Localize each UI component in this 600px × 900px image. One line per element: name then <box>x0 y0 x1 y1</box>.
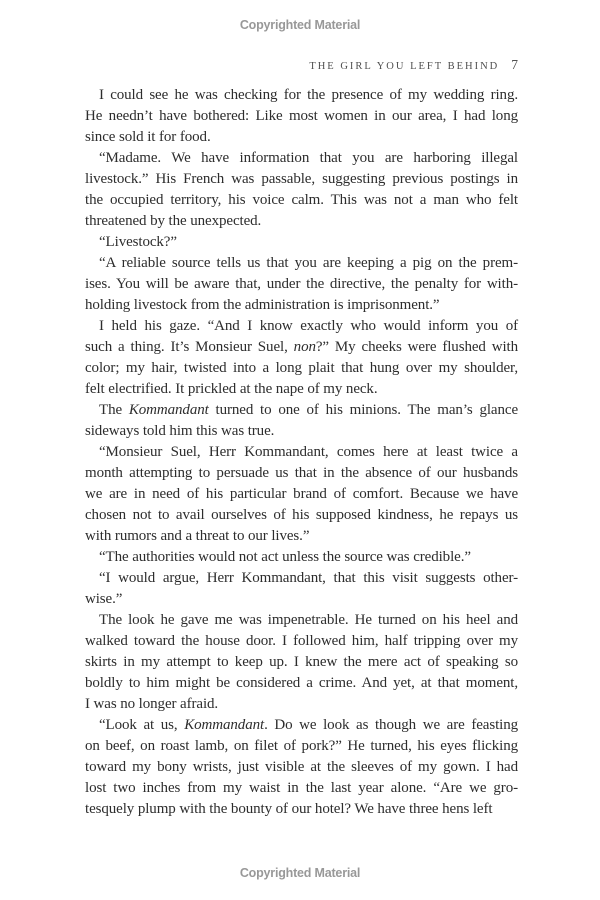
text-segment: livestock.” His French was passable, suggesting previous postings in <box>85 171 518 187</box>
text-segment: turned to one of his minions. The man’s glance <box>208 402 518 418</box>
text-line <box>85 673 518 694</box>
text-line <box>85 232 518 253</box>
text-line <box>85 85 518 106</box>
text-line <box>85 631 518 652</box>
paragraph <box>85 253 518 316</box>
text-segment: “Livestock?” <box>99 234 177 250</box>
text-segment: color; my hair, twisted into a long plait that hung over my shoulder, <box>85 360 518 376</box>
text-segment: holding livestock from the administration is imprisonment.” <box>85 297 440 313</box>
text-line <box>85 169 518 190</box>
text-line <box>85 337 518 358</box>
text-segment: on beef, on roast lamb, on filet of pork?” He turned, his eyes flicking <box>85 738 518 754</box>
text-line <box>85 106 518 127</box>
text-line <box>85 715 518 736</box>
text-segment: The look he gave me was impenetrable. He turned on his heel and <box>99 612 518 628</box>
text-segment: ?” My cheeks were flushed with <box>315 339 519 355</box>
text-segment: chosen not to avail ourselves of his supposed kindness, he repays us <box>85 507 518 523</box>
text-line <box>85 484 518 505</box>
text-segment: walked toward the house door. I followed him, half tripping over my <box>85 633 518 649</box>
text-line <box>85 568 518 589</box>
text-line <box>85 799 518 820</box>
text-segment: “Madame. We have information that you are harboring illegal <box>99 150 518 166</box>
paragraph <box>85 547 518 568</box>
text-line <box>85 316 518 337</box>
text-line <box>85 463 518 484</box>
text-segment: such a thing. It’s Monsieur Suel, <box>85 339 294 355</box>
text-segment: ises. You will be aware that, under the directive, the penalty for with- <box>85 276 518 292</box>
text-segment: sideways told him this was true. <box>85 423 275 439</box>
text-line <box>85 190 518 211</box>
text-line <box>85 610 518 631</box>
text-line <box>85 274 518 295</box>
text-segment: threatened by the unexpected. <box>85 213 262 229</box>
paragraph <box>85 316 518 400</box>
text-segment: felt electrified. It prickled at the nape of my neck. <box>85 381 378 397</box>
text-segment: “The authorities would not act unless the source was credible.” <box>99 549 471 565</box>
text-line <box>85 295 518 316</box>
text-segment: wise.” <box>85 591 123 607</box>
text-line <box>85 526 518 547</box>
text-line <box>85 442 518 463</box>
text-segment: I held his gaze. “And I know exactly who would inform you of <box>99 318 518 334</box>
text-line <box>85 757 518 778</box>
text-line <box>85 400 518 421</box>
paragraph <box>85 610 518 715</box>
text-line <box>85 547 518 568</box>
text-segment: He needn’t have bothered: Like most women in our area, I had long <box>85 108 518 124</box>
italic-text: Kommandant <box>184 717 265 733</box>
italic-text: non <box>293 339 316 355</box>
text-line <box>85 694 518 715</box>
text-line <box>85 148 518 169</box>
paragraph <box>85 85 518 148</box>
text-line <box>85 652 518 673</box>
text-segment: boldly to him might be considered a crime. And yet, at that moment, <box>85 675 518 691</box>
running-header <box>309 57 518 73</box>
text-segment: “Monsieur Suel, Herr Kommandant, comes here at least twice a <box>99 444 518 460</box>
text-line <box>85 421 518 442</box>
page-number: 7 <box>511 57 518 72</box>
copyright-notice-top: Copyrighted Material <box>239 18 361 32</box>
text-line <box>85 778 518 799</box>
text-line <box>85 211 518 232</box>
text-line <box>85 736 518 757</box>
italic-text: Kommandant <box>128 402 209 418</box>
text-line <box>85 379 518 400</box>
text-line <box>85 253 518 274</box>
text-segment: month attempting to persuade us that in the absence of our husbands <box>85 465 518 481</box>
text-line <box>85 589 518 610</box>
text-segment: “Look at us, <box>99 717 185 733</box>
text-segment: The <box>99 402 129 418</box>
body-text <box>85 85 518 820</box>
text-line <box>85 127 518 148</box>
paragraph <box>85 232 518 253</box>
text-segment: we are in need of his particular brand of comfort. Because we have <box>85 486 518 502</box>
text-segment: . Do we look as though we are feasting <box>264 717 519 733</box>
text-line <box>85 505 518 526</box>
text-segment: I was no longer afraid. <box>85 696 219 712</box>
text-segment: toward my bony wrists, just visible at the sleeves of my gown. I had <box>85 759 518 775</box>
paragraph <box>85 568 518 610</box>
book-title: THE GIRL YOU LEFT BEHIND <box>309 61 500 72</box>
text-segment: tesquely plump with the bounty of our hotel? We have three hens left <box>85 801 493 817</box>
paragraph <box>85 400 518 442</box>
text-segment: lost two inches from my waist in the last year alone. “Are we gro- <box>85 780 518 796</box>
text-line <box>85 358 518 379</box>
text-segment: “I would argue, Herr Kommandant, that this visit suggests other- <box>99 570 518 586</box>
paragraph <box>85 148 518 232</box>
paragraph <box>85 715 518 820</box>
text-segment: since sold it for food. <box>85 129 211 145</box>
copyright-notice-bottom: Copyrighted Material <box>239 866 361 880</box>
text-segment: “A reliable source tells us that you are keeping a pig on the prem- <box>99 255 518 271</box>
text-segment: with rumors and a threat to our lives.” <box>85 528 310 544</box>
text-segment: skirts in my attempt to keep up. I knew the mere act of speaking so <box>85 654 518 670</box>
paragraph <box>85 442 518 547</box>
text-segment: I could see he was checking for the presence of my wedding ring. <box>99 87 518 103</box>
text-segment: the occupied territory, his voice calm. This was not a man who felt <box>85 192 518 208</box>
